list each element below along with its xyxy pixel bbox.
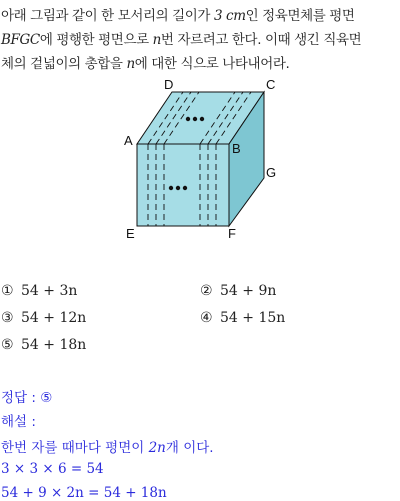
explanation-line-2: 3 × 3 × 6 = 54 [1, 461, 104, 477]
vertex-label-A: A [124, 133, 133, 148]
question-line-3: 체의 겉넓이의 총합을 n에 대한 식으로 나타내어라. [1, 56, 290, 72]
option-4[interactable]: ④ 54 + 15n [200, 310, 286, 326]
cube-figure [0, 0, 400, 250]
ellipsis-top [186, 117, 204, 121]
vertex-label-F: F [228, 226, 236, 241]
vertex-label-E: E [126, 226, 135, 241]
option-1[interactable]: ① 54 + 3n [1, 283, 78, 299]
vertex-label-C: C [266, 77, 276, 92]
explanation-label: 해설 : [1, 414, 36, 430]
option-3[interactable]: ③ 54 + 12n [1, 310, 87, 326]
question-line-1: 아래 그림과 같이 한 모서리의 길이가 3 cm인 정육면체를 평면 [1, 8, 355, 24]
question-line-2: BFGC에 평행한 평면으로 n번 자르려고 한다. 이때 생긴 직육면 [1, 32, 362, 48]
vertex-label-G: G [266, 165, 277, 180]
vertex-label-B: B [232, 141, 241, 156]
option-2[interactable]: ② 54 + 9n [200, 283, 277, 299]
vertex-label-D: D [164, 77, 174, 92]
ellipsis-front [169, 186, 187, 190]
explanation-line-1: 한번 자를 때마다 평면이 2n개 이다. [1, 440, 214, 456]
option-5[interactable]: ⑤ 54 + 18n [1, 337, 87, 353]
explanation-line-3: 54 + 9 × 2n = 54 + 18n [1, 485, 167, 501]
cube-front-face [137, 144, 229, 226]
answer-label: 정답 : ⑤ [1, 390, 53, 406]
